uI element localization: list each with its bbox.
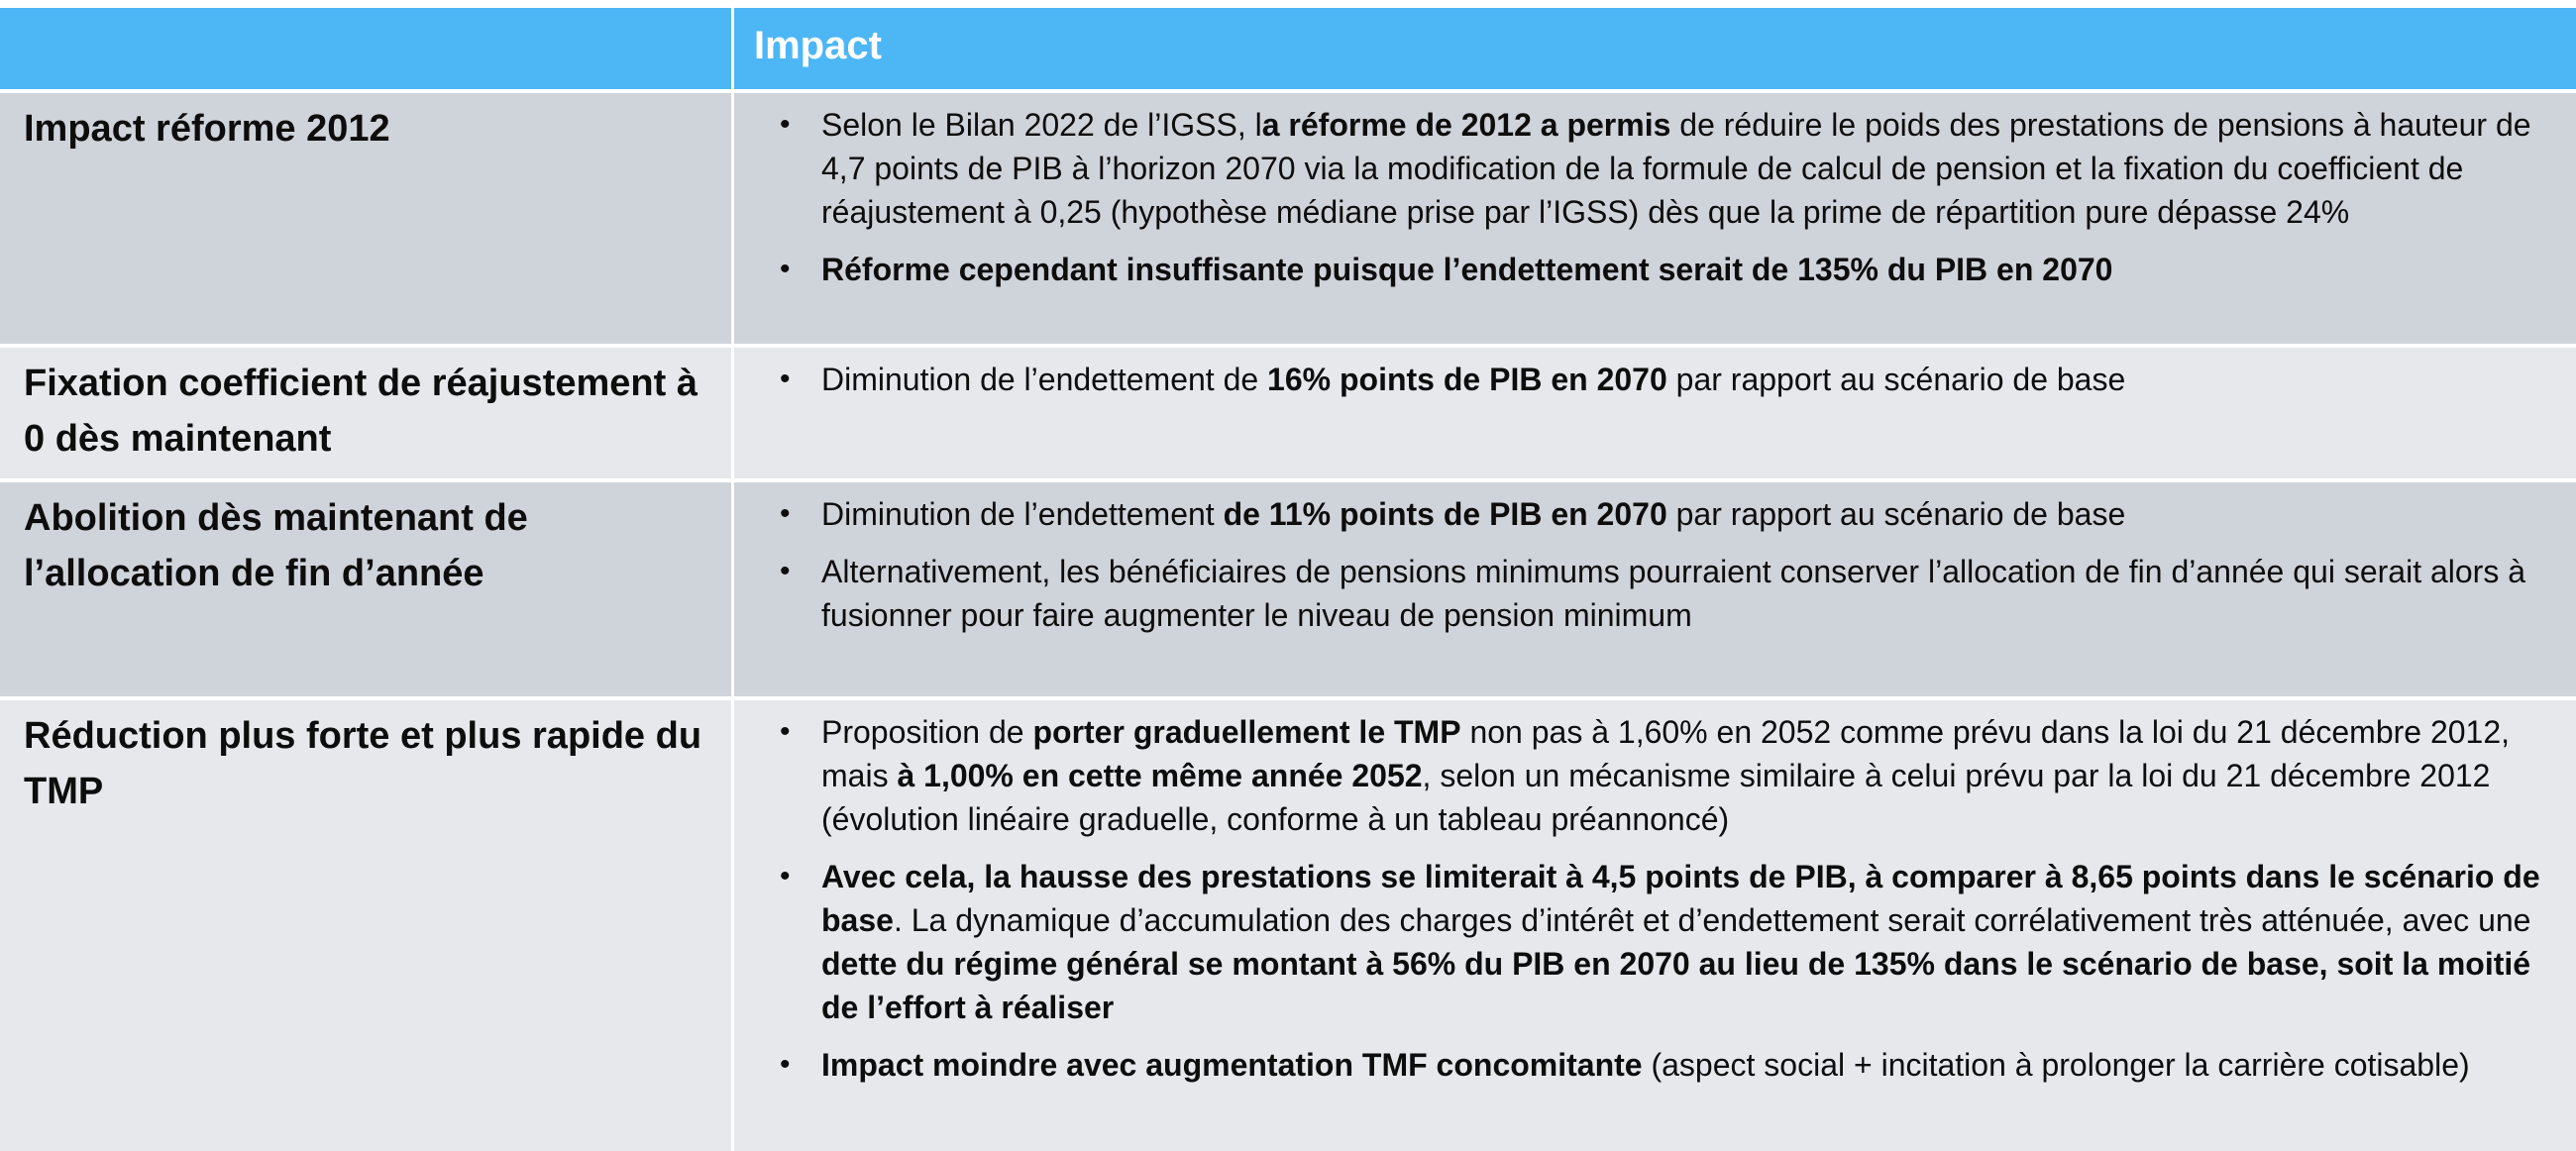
bullet-text-bold: dette du régime général se montant à 56% du PIB en 2070 au lieu de 135% dans le scénario de base, soit la moitié de l’effort à réaliser (821, 946, 2531, 1025)
bullet-list (780, 710, 2546, 1087)
bullet-text-bold: Réforme cependant insuffisante puisque l’endettement serait de 135% du PIB en 2070 (821, 252, 2113, 287)
bullet-list (780, 358, 2546, 401)
bullet-text: Diminution de l’endettement de (821, 362, 1268, 397)
bullet-text-bold: Impact moindre avec augmentation TMF concomitante (821, 1047, 1643, 1083)
bullet-icon: • (780, 253, 791, 285)
row-label-coefficient: Fixation coefficient de réajustement à 0 dès maintenant (0, 348, 731, 478)
bullet-text: Diminution de l’endettement (821, 496, 1224, 532)
bullet-item (780, 855, 2546, 1029)
bullet-icon: • (780, 1048, 791, 1081)
row-label-tmp: Réduction plus forte et plus rapide du TMP (0, 700, 731, 1151)
row-content-tmp (734, 700, 2576, 1151)
bullet-text: Alternativement, les bénéficiaires de pensions minimums pourraient conserver l’allocation de fin d’année qui serait alors à fusionner pour faire augmenter le niveau de pension minimum (821, 554, 2526, 633)
bullet-text: Selon le Bilan 2022 de l’IGSS, l (821, 107, 1262, 143)
bullet-text: par rapport au scénario de base (1666, 362, 2126, 397)
bullet-text-bold: à 1,00% en cette même année 2052 (897, 758, 1423, 793)
bullet-icon: • (780, 555, 791, 587)
bullet-text-bold: a réforme de 2012 a permis (1261, 107, 1671, 143)
header-impact: Impact (734, 8, 2576, 89)
bullet-text: . La dynamique d’accumulation des charges d’intérêt et d’endettement serait corrélativement très atténuée, avec une (893, 902, 2531, 938)
bullet-icon: • (780, 108, 791, 141)
row-label-reforme-2012: Impact réforme 2012 (0, 93, 731, 344)
bullet-icon: • (780, 497, 791, 530)
bullet-item (780, 550, 2546, 637)
row-content-allocation (734, 482, 2576, 696)
bullet-list (780, 492, 2546, 637)
bullet-text: , selon un mécanisme similaire à celui prévu par la loi du 21 décembre 2012 (évolution linéaire graduelle, conforme à un tableau préannoncé) (821, 758, 2491, 837)
header-cell-empty (0, 8, 731, 89)
bullet-item (780, 358, 2546, 401)
bullet-list (780, 103, 2546, 291)
bullet-text-bold: 16% points de PIB en 2070 (1267, 362, 1667, 397)
bullet-text: par rapport au scénario de base (1666, 496, 2126, 532)
bullet-item (780, 492, 2546, 536)
row-content-reforme-2012 (734, 93, 2576, 344)
bullet-item (780, 1043, 2546, 1087)
bullet-text-bold: de 11% points de PIB en 2070 (1223, 496, 1667, 532)
bullet-text: (aspect social + incitation à prolonger la carrière cotisable) (1642, 1047, 2470, 1083)
bullet-item (780, 103, 2546, 234)
bullet-text: Proposition de (821, 714, 1033, 750)
bullet-text-bold: Avec cela, la hausse des prestations se limiterait à 4,5 points de PIB, à comparer à 8,65 points dans le scénario de base (821, 859, 2540, 938)
bullet-text-bold: porter graduellement le TMP (1032, 714, 1461, 750)
bullet-item (780, 248, 2546, 291)
row-label-allocation: Abolition dès maintenant de l’allocation de fin d’année (0, 482, 731, 696)
bullet-icon: • (780, 715, 791, 748)
bullet-icon: • (780, 860, 791, 892)
bullet-icon: • (780, 363, 791, 395)
bullet-text: non pas à 1,60% en 2052 comme prévu dans la loi du 21 décembre 2012, mais (821, 714, 2511, 793)
bullet-item (780, 710, 2546, 841)
bullet-text: de réduire le poids des prestations de pensions à hauteur de 4,7 points de PIB à l’horizon 2070 via la modification de la formule de calcul de pension et la fixation du coefficient de réajustement à 0,25 (hypothèse médiane prise par l’IGSS) dès que la prime de répartition pure dépasse 24% (821, 107, 2531, 230)
row-content-coefficient (734, 348, 2576, 478)
impact-table (0, 8, 2576, 1151)
